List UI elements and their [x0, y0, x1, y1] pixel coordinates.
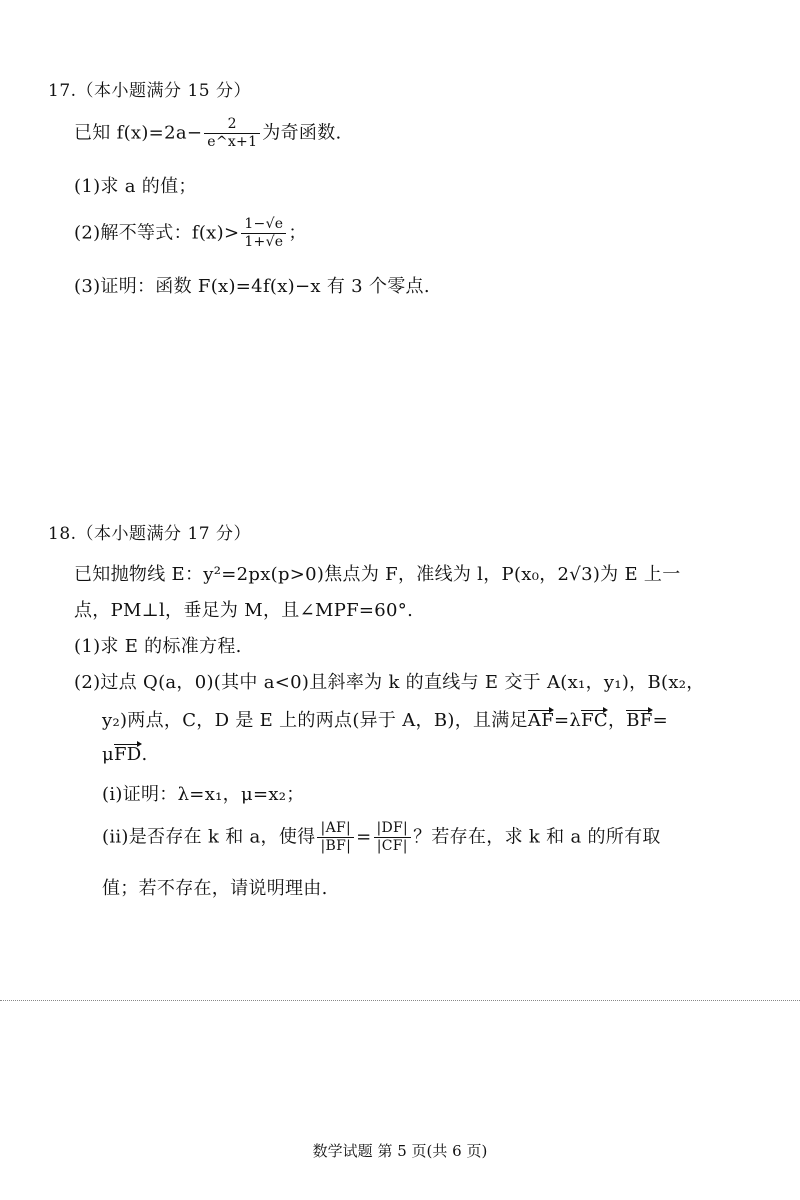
question-18-stem-line-1: 已知抛物线 E：y²=2px(p>0)焦点为 F，准线为 l，P(x₀，2√3)为 E 上一 — [74, 564, 681, 585]
page-footer: 数学试题 第 5 页(共 6 页) — [312, 1142, 488, 1160]
question-18-stem-line-2: 点，PM⊥l，垂足为 M，且∠MPF=60°. — [74, 600, 414, 621]
inequality-fraction: $\frac{1-√e}{1+√e}$ — [241, 216, 286, 251]
question-18-part-1: (1)求 E 的标准方程. — [74, 636, 242, 657]
question-18-part-2-line-1: (2)过点 Q(a，0)(其中 a<0)且斜率为 k 的直线与 E 交于 A(x₁，y₁)，B(x₂， — [74, 672, 705, 693]
stem-fraction: $\frac{2}{e\^{}x+1}$ — [204, 116, 260, 151]
question-18-part-2-line-3: μFD. — [102, 744, 148, 765]
question-17-part-1: (1)求 a 的值； — [74, 176, 197, 197]
question-18-heading: 18.（本小题满分 17 分） — [48, 524, 251, 544]
vector-fd: FD — [114, 744, 142, 765]
question-17-stem: 已知 f(x)=2a− $\frac{2}{e\^{}x+1}$ 为奇函数. — [74, 116, 342, 150]
page-divider — [0, 1000, 800, 1001]
question-18-sub-ii: (ii)是否存在 k 和 a，使得 $\frac{|AF|}{|BF|}$ = $\frac{|DF|}{|CF|}$ ？若存在，求 k 和 a 的所有取 — [102, 820, 661, 854]
question-18-sub-ii-line-2: 值；若不存在，请说明理由. — [102, 878, 328, 899]
question-18-part-2-line-2: y₂)两点，C，D 是 E 上的两点(异于 A，B)，且满足AF=λFC，BF= — [102, 710, 669, 731]
vector-af: AF — [527, 710, 555, 731]
question-17-part-2: (2)解不等式：f(x)> $\frac{1-√e}{1+√e}$ ； — [74, 216, 307, 250]
question-17-part-3: (3)证明：函数 F(x)=4f(x)−x 有 3 个零点. — [74, 276, 430, 297]
question-18-sub-i: (i)证明：λ=x₁，μ=x₂； — [102, 784, 305, 805]
question-17-heading: 17.（本小题满分 15 分） — [48, 81, 251, 101]
ratio-df-cf: $\frac{|DF|}{|CF|}$ — [374, 820, 412, 855]
function-expression: f(x)=2a− — [116, 122, 203, 144]
ratio-af-bf: $\frac{|AF|}{|BF|}$ — [317, 820, 354, 855]
vector-fc: FC — [581, 710, 608, 731]
vector-bf: BF — [626, 710, 653, 731]
